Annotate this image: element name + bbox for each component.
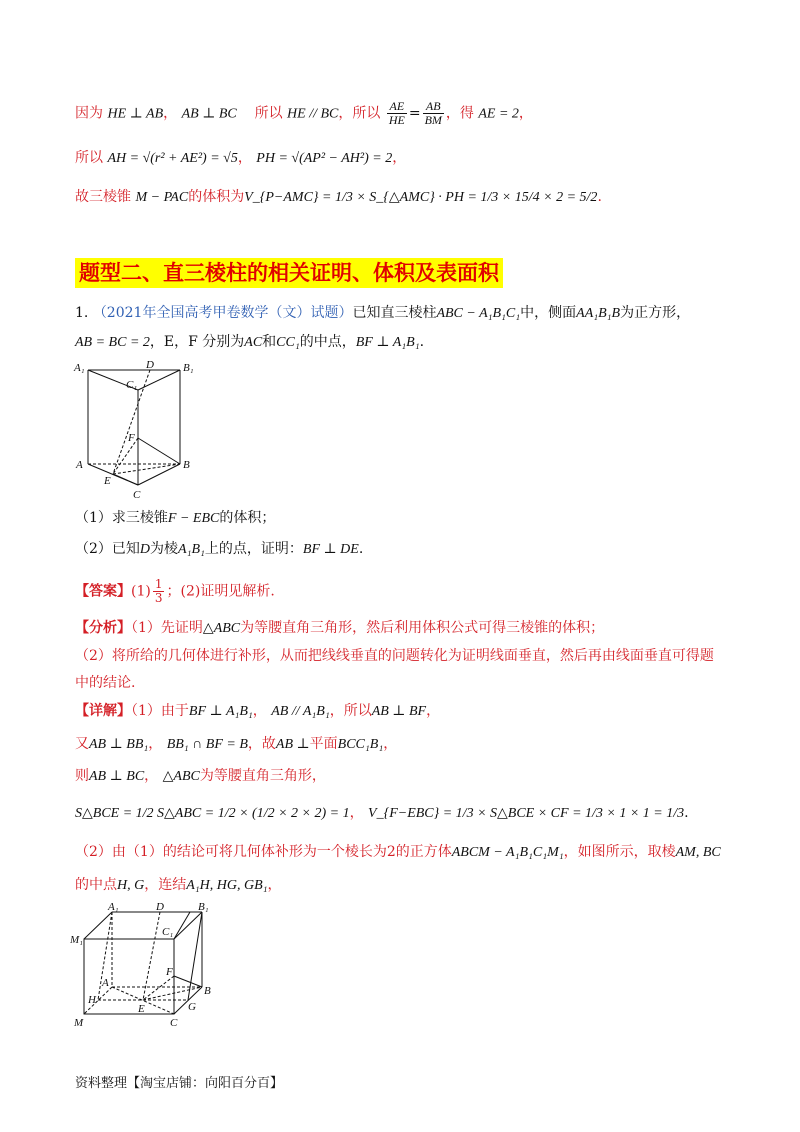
math-expr: △ABC — [162, 769, 200, 784]
math-expr: AB = BC = 2 — [75, 335, 150, 350]
label-B1: B₁ — [198, 902, 209, 913]
label-A1: A₁ — [74, 362, 85, 374]
detail-line-6: 的中点H, G，连结A₁H, HG, GB₁， — [75, 877, 282, 893]
label-M1: M₁ — [70, 934, 83, 946]
page-footer: 资料整理【淘宝店铺：向阳百分百】 — [75, 1076, 284, 1091]
detail-line-2: 又AB ⊥ BB₁， BB₁ ∩ BF = B，故AB ⊥平面BCC₁B₁， — [75, 736, 398, 752]
problem-line-1: 1. （2021年全国高考甲卷数学（文）试题）已知直三棱柱ABC − A₁B₁C₁中，侧面AA₁B₁B为正方形， — [75, 305, 691, 321]
detail-line-1: 【详解】（1）由于BF ⊥ A₁B₁， AB // A₁B₁，所以AB ⊥ BF， — [75, 703, 441, 719]
label-E: E — [138, 1003, 145, 1015]
analysis-line-1: 【分析】（1）先证明△ABC为等腰直角三角形，然后利用体积公式可得三棱锥的体积； — [75, 620, 605, 636]
text: 故三棱锥 — [75, 189, 131, 205]
math-expr: AB ⊥ BB₁ — [89, 737, 149, 752]
math-expr: AM, BC — [675, 845, 721, 860]
analysis-line-3: 中的结论. — [75, 675, 136, 691]
math-expr: AB ⊥ BC — [181, 106, 237, 122]
math-expr: AH = √(r² + AE²) = √5 — [107, 151, 238, 166]
label-C: C — [170, 1017, 178, 1029]
math-expr: AA₁B₁B — [576, 306, 621, 321]
detail-line-4: S△BCE = 1/2 S△ABC = 1/2 × (1/2 × 2 × 2) = 1， V_{F−EBC} = 1/3 × S△BCE × CF = 1/3 × 1 × 1 = 1/3. — [75, 805, 689, 821]
label-A: A — [76, 459, 83, 471]
text: 所以 — [254, 105, 283, 122]
label-C1: C₁ — [162, 926, 174, 938]
label-C1: C₁ — [126, 379, 138, 391]
label-C: C — [133, 489, 141, 501]
math-expr: △ABC — [202, 621, 241, 636]
label-A1: A₁ — [108, 902, 119, 913]
math-expr: AB // A₁B₁ — [271, 704, 330, 719]
math-expr: AE = 2 — [478, 106, 519, 122]
math-expr: S△BCE = 1/2 S△ABC = 1/2 × (1/2 × 2 × 2) = 1 — [75, 806, 350, 821]
math-expr: AB ⊥ BC — [89, 769, 145, 784]
question-2: （2）已知D为棱A₁B₁上的点，证明：BF ⊥ DE. — [75, 541, 364, 557]
math-expr: AB ⊥ — [275, 737, 310, 752]
label-F: F — [128, 432, 135, 444]
math-expr: CC₁ — [276, 335, 300, 350]
math-expr: HE // BC — [287, 106, 339, 122]
question-1: （1）求三棱锥F − EBC的体积； — [75, 510, 276, 526]
solution-line-2: 所以 AH = √(r² + AE²) = √5， PH = √(AP² − AH²) = 2， — [75, 150, 407, 166]
solution-line-3: 故三棱锥 M − PAC的体积为V_{P−AMC} = 1/3 × S_{△AMC} · PH = 1/3 × 15/4 × 2 = 5/2. — [75, 189, 602, 205]
solution-line-1: 因为 HE ⊥ AB， AB ⊥ BC 所以 HE // BC，所以 $\frac{AE}{HE}$ = $\frac{AB}{BM}$ ，得 AE = 2， — [75, 99, 533, 127]
math-expr: D — [139, 542, 151, 557]
label-M: M — [74, 1017, 84, 1029]
label-B: B — [204, 985, 211, 997]
math-expr: BF ⊥ A₁B₁ — [355, 335, 420, 350]
math-expr: ABC − A₁B₁C₁ — [436, 306, 521, 321]
math-expr: H, G — [117, 878, 145, 893]
math-expr: HE ⊥ AB — [107, 106, 164, 122]
math-expr: F − EBC — [167, 511, 220, 526]
label-H: H — [88, 994, 96, 1006]
text: 所以 — [75, 150, 103, 166]
math-expr: BF ⊥ A₁B₁ — [188, 704, 253, 719]
text: 因为 — [75, 105, 103, 122]
math-expr: A₁H, HG, GB₁ — [186, 878, 268, 893]
math-expr: AC — [244, 335, 263, 350]
fraction: $\frac{1}{3}$ — [154, 577, 163, 605]
text: ，得 — [445, 105, 474, 122]
analysis-line-2: （2）将所给的几何体进行补形，从而把线线垂直的问题转化为证明线面垂直，然后再由线面垂直可得题 — [75, 648, 714, 664]
detail-line-3: 则AB ⊥ BC， △ABC为等腰直角三角形， — [75, 768, 326, 784]
math-expr: BF ⊥ DE — [302, 542, 359, 557]
detail-line-5: （2）由（1）的结论可将几何体补形为一个棱长为2的正方体ABCM − A₁B₁C₁M₁，如图所示，取棱AM, BC — [75, 844, 721, 860]
label-A: A — [102, 977, 109, 989]
math-expr: A₁B₁ — [178, 542, 205, 557]
answer-line: 【答案】(1) $\frac{1}{3}$ ；(2)证明见解析. — [75, 577, 275, 605]
prism-figure — [70, 358, 200, 508]
section-heading: 题型二、直三棱柱的相关证明、体积及表面积 — [75, 258, 503, 288]
problem-number: 1. — [75, 305, 89, 321]
fraction: $\frac{AE}{HE}$ — [388, 99, 405, 127]
analysis-tag: 【分析】 — [75, 620, 131, 636]
answer-tag: 【答案】 — [75, 583, 131, 600]
math-expr: ABCM − A₁B₁C₁M₁ — [451, 845, 564, 860]
math-expr: PH = √(AP² − AH²) = 2 — [256, 151, 393, 166]
math-expr: AB ⊥ BF — [371, 704, 427, 719]
math-expr: BB₁ ∩ BF = B — [166, 737, 248, 752]
label-D: D — [156, 902, 164, 913]
label-D: D — [146, 359, 154, 371]
math-expr: V_{P−AMC} = 1/3 × S_{△AMC} · PH = 1/3 × 15/4 × 2 = 5/2 — [244, 190, 598, 205]
problem-source: （2021年全国高考甲卷数学（文）试题） — [92, 305, 353, 321]
math-expr: V_{F−EBC} = 1/3 × S△BCE × CF = 1/3 × 1 × 1 = 1/3 — [368, 806, 685, 821]
text: 所以 — [352, 105, 381, 122]
label-B1: B₁ — [183, 362, 194, 374]
detail-tag: 【详解】 — [75, 703, 131, 719]
label-F: F — [166, 966, 173, 978]
math-expr: M − PAC — [135, 190, 189, 205]
math-expr: BCC₁B₁ — [337, 737, 384, 752]
label-B: B — [183, 459, 190, 471]
text: 的体积为 — [188, 189, 245, 205]
label-G: G — [188, 1001, 196, 1013]
label-E: E — [104, 475, 111, 487]
cube-figure — [70, 902, 220, 1032]
fraction: $\frac{AB}{BM}$ — [424, 99, 442, 127]
problem-line-2: AB = BC = 2，E，F 分别为AC和CC₁的中点，BF ⊥ A₁B₁. — [75, 334, 425, 350]
